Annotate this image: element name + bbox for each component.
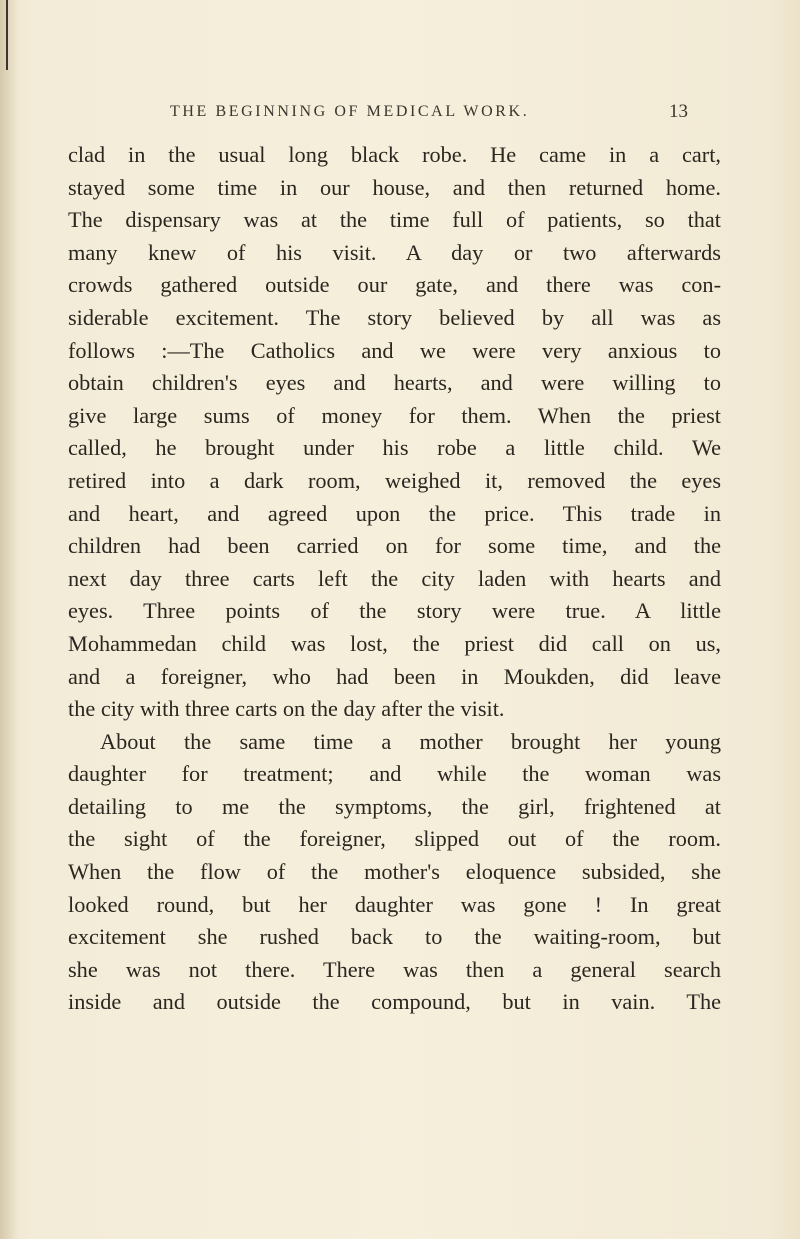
- page-number: 13: [669, 101, 688, 122]
- text-line: obtain children's eyes and hearts, and were willing to: [68, 370, 721, 396]
- text-line: called, he brought under his robe a little child. We: [68, 435, 721, 461]
- text-line: children had been carried on for some time, and the: [68, 533, 721, 559]
- paragraph-end-line: the city with three carts on the day after the visit.: [68, 696, 505, 722]
- text-line: the sight of the foreigner, slipped out of the room.: [68, 826, 721, 852]
- body-text: [68, 139, 721, 1019]
- running-head: THE BEGINNING OF MEDICAL WORK.: [170, 103, 530, 120]
- text-line: give large sums of money for them. When the priest: [68, 402, 721, 428]
- text-line: excitement she rushed back to the waiting-room, but: [68, 924, 721, 950]
- binding-shadow: [0, 0, 18, 1239]
- text-line: she was not there. There was then a general search: [68, 956, 721, 982]
- text-line: When the flow of the mother's eloquence subsided, she: [68, 859, 721, 885]
- page-edge-mark: [6, 0, 8, 70]
- text-line: many knew of his visit. A day or two afterwards: [68, 239, 721, 265]
- text-line: and heart, and agreed upon the price. This trade in: [68, 500, 721, 526]
- text-line: stayed some time in our house, and then returned home.: [68, 174, 721, 200]
- text-line: siderable excitement. The story believed by all was as: [68, 304, 721, 330]
- text-line: daughter for treatment; and while the woman was: [68, 761, 721, 787]
- text-line: retired into a dark room, weighed it, removed the eyes: [68, 467, 721, 493]
- text-line: clad in the usual long black robe. He came in a cart,: [68, 142, 721, 167]
- paragraph-start-line: About the same time a mother brought her young: [100, 728, 721, 754]
- text-line: looked round, but her daughter was gone ! In great: [68, 891, 721, 917]
- text-line: The dispensary was at the time full of patients, so that: [68, 207, 721, 233]
- text-line: detailing to me the symptoms, the girl, frightened at: [68, 793, 721, 819]
- text-line: eyes. Three points of the story were true. A little: [68, 598, 721, 624]
- text-line: crowds gathered outside our gate, and there was con-: [68, 272, 721, 298]
- text-line: and a foreigner, who had been in Moukden, did leave: [68, 663, 721, 689]
- text-line: Mohammedan child was lost, the priest did call on us,: [68, 630, 721, 656]
- text-line: follows :—The Catholics and we were very anxious to: [68, 337, 721, 363]
- text-line: next day three carts left the city laden with hearts and: [68, 565, 721, 591]
- text-line: inside and outside the compound, but in vain. The: [68, 989, 721, 1015]
